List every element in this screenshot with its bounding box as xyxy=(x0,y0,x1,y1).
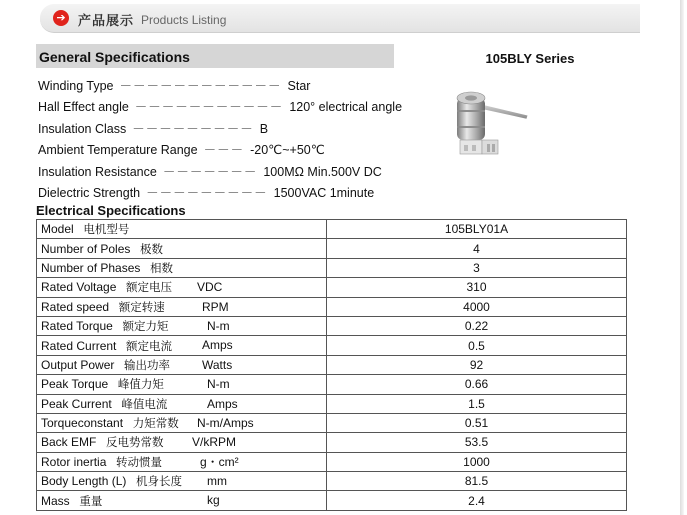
param-cell xyxy=(37,491,327,510)
param-value: 1000 xyxy=(327,452,627,471)
param-name-cn: 转动惯量 xyxy=(112,454,163,469)
param-name-cn: 额定电流 xyxy=(122,338,173,353)
param-name: Mass xyxy=(41,493,70,508)
table-row xyxy=(37,258,627,277)
param-unit: mm xyxy=(207,474,227,489)
table-row xyxy=(37,336,627,355)
electrical-spec-title: Electrical Specifications xyxy=(36,203,186,218)
param-name: Number of Phases xyxy=(41,260,141,275)
spec-value: 1500VAC 1minute xyxy=(273,186,375,200)
param-name-cn: 额定转速 xyxy=(115,299,165,314)
table-row xyxy=(37,239,627,258)
param-value: 0.5 xyxy=(327,336,627,355)
param-name-cn: 电机型号 xyxy=(79,222,130,237)
param-cell xyxy=(37,394,327,413)
param-unit: kg xyxy=(207,493,220,508)
table-row xyxy=(37,472,627,491)
param-name: Rated Current xyxy=(41,338,117,353)
param-cell xyxy=(37,278,327,297)
param-cell xyxy=(37,472,327,491)
param-cell xyxy=(37,258,327,277)
param-value: 92 xyxy=(327,355,627,374)
param-cell xyxy=(37,433,327,452)
param-name-cn: 额定电压 xyxy=(122,280,173,295)
table-row xyxy=(37,491,627,510)
param-value: 310 xyxy=(327,278,627,297)
param-name: Model xyxy=(41,222,74,237)
param-cell xyxy=(37,220,327,239)
table-row xyxy=(37,316,627,335)
spec-label: Insulation Resistance xyxy=(38,165,157,179)
spec-leader: －－－－－－－－－ xyxy=(146,186,268,200)
param-value: 2.4 xyxy=(327,491,627,510)
param-name: Number of Poles xyxy=(41,241,131,256)
param-unit: V/kRPM xyxy=(192,435,237,450)
general-spec-row xyxy=(38,119,268,137)
param-value: 0.66 xyxy=(327,375,627,394)
table-row xyxy=(37,413,627,432)
param-unit: N-m/Amps xyxy=(197,415,254,430)
param-unit: VDC xyxy=(197,280,223,295)
param-value: 4000 xyxy=(327,297,627,316)
general-spec-row xyxy=(38,162,382,180)
header-title-en: Products Listing xyxy=(141,13,227,27)
spec-leader: －－－－－－－－－ xyxy=(132,122,254,136)
table-row xyxy=(37,278,627,297)
table-row xyxy=(37,433,627,452)
param-cell xyxy=(37,239,327,258)
scrollbar-track[interactable] xyxy=(680,0,684,515)
spec-label: Ambient Temperature Range xyxy=(38,143,198,157)
spec-value: -20℃~+50℃ xyxy=(250,143,325,157)
table-row xyxy=(37,452,627,471)
param-name: Rated Voltage xyxy=(41,280,117,295)
param-value: 81.5 xyxy=(327,472,627,491)
param-value: 105BLY01A xyxy=(327,220,627,239)
table-row xyxy=(37,355,627,374)
param-name: Torqueconstant xyxy=(41,416,124,431)
param-name: Peak Torque xyxy=(41,377,109,392)
table-row xyxy=(37,375,627,394)
spec-leader: －－－－－－－ xyxy=(162,165,258,179)
spec-label: Insulation Class xyxy=(38,122,127,136)
spec-value: 120° electrical angle xyxy=(289,100,403,114)
param-unit: RPM xyxy=(202,299,229,314)
param-name-cn: 反电势常数 xyxy=(102,435,164,450)
param-value: 3 xyxy=(327,258,627,277)
general-spec-row xyxy=(38,140,325,158)
param-cell xyxy=(37,297,327,316)
spec-label: Dielectric Strength xyxy=(38,186,141,200)
param-name-cn: 峰值力矩 xyxy=(114,377,164,392)
param-name: Peak Current xyxy=(41,396,112,411)
spec-value: Star xyxy=(287,79,311,93)
general-spec-row xyxy=(38,76,310,94)
param-cell xyxy=(37,355,327,374)
param-name: Back EMF xyxy=(41,435,97,450)
electrical-spec-table xyxy=(36,219,627,511)
param-name-cn: 重量 xyxy=(75,493,103,508)
param-unit: Watts xyxy=(202,357,233,372)
param-name-cn: 额定力矩 xyxy=(118,319,169,334)
param-cell xyxy=(37,336,327,355)
spec-value: 100MΩ Min.500V DC xyxy=(263,165,382,179)
param-value: 1.5 xyxy=(327,394,627,413)
spec-label: Hall Effect angle xyxy=(38,100,129,114)
table-row xyxy=(37,394,627,413)
param-name: Rated Torque xyxy=(41,319,113,334)
header-title-cn: 产品展示 xyxy=(78,14,135,29)
param-value: 0.22 xyxy=(327,316,627,335)
param-name: Body Length (L) xyxy=(41,474,127,489)
param-cell xyxy=(37,413,327,432)
arrow-right-icon: ➔ xyxy=(53,10,69,26)
param-unit: g・cm² xyxy=(200,454,239,469)
param-cell xyxy=(37,375,327,394)
param-name-cn: 输出功率 xyxy=(120,357,171,372)
param-name-cn: 极数 xyxy=(136,241,164,256)
param-value: 0.51 xyxy=(327,413,627,432)
param-cell xyxy=(37,452,327,471)
table-row xyxy=(37,297,627,316)
spec-value: B xyxy=(259,122,269,136)
motor-image xyxy=(448,88,528,178)
param-name-cn: 峰值电流 xyxy=(117,396,168,411)
table-row xyxy=(37,220,627,239)
spec-leader: －－－ xyxy=(203,143,245,157)
series-title: 105BLY Series xyxy=(485,51,575,66)
param-name-cn: 相数 xyxy=(146,260,174,275)
param-unit: Amps xyxy=(202,338,233,353)
param-value: 53.5 xyxy=(327,433,627,452)
param-name-cn: 力矩常数 xyxy=(129,416,179,431)
param-value: 4 xyxy=(327,239,627,258)
param-name: Rated speed xyxy=(41,299,110,314)
spec-leader: －－－－－－－－－－－－ xyxy=(119,79,282,93)
section-header xyxy=(40,4,640,33)
param-name: Rotor inertia xyxy=(41,454,107,469)
general-spec-row xyxy=(38,183,374,201)
general-spec-title: General Specifications xyxy=(36,44,394,68)
param-unit: N-m xyxy=(207,318,230,333)
param-name: Output Power xyxy=(41,357,115,372)
param-unit: Amps xyxy=(207,396,238,411)
spec-leader: －－－－－－－－－－－ xyxy=(134,100,284,114)
param-unit: N-m xyxy=(207,377,230,392)
general-spec-row xyxy=(38,97,402,115)
param-cell xyxy=(37,316,327,335)
spec-label: Winding Type xyxy=(38,79,114,93)
param-name-cn: 机身长度 xyxy=(132,474,183,489)
